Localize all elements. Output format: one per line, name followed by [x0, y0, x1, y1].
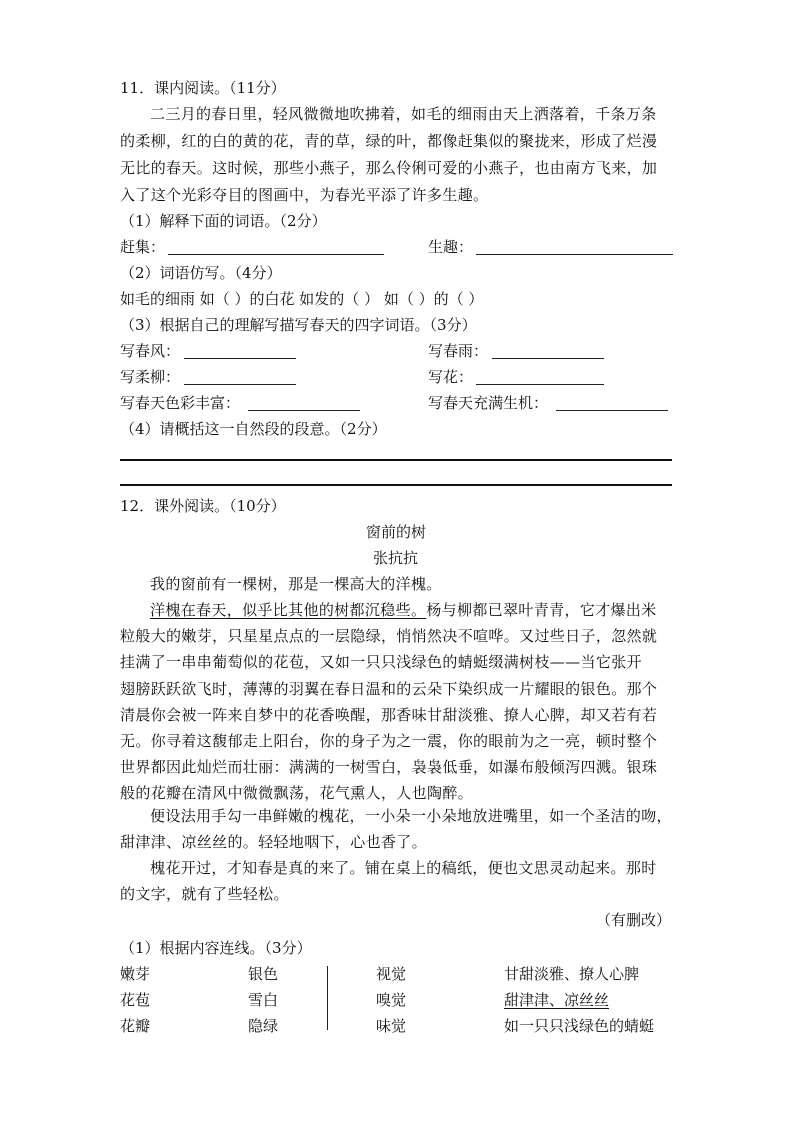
q11-sub1: （1）解释下面的词语。（2分）: [120, 212, 327, 230]
flower-blank[interactable]: [476, 368, 604, 386]
spring-rain-label: 写春雨：: [428, 342, 489, 360]
q12-title: 12．课外阅读。（10分）: [120, 497, 286, 515]
colorful-blank[interactable]: [248, 394, 360, 412]
word-ganji-blank[interactable]: [168, 238, 384, 256]
article-line: 挂满了一串串葡萄似的花苞，又如一只只浅绿色的蜻蜓缀满树枝——当它张开: [120, 653, 642, 671]
q11-sub2: （2）词语仿写。（4分）: [120, 264, 282, 282]
match-item-color[interactable]: 银色: [248, 965, 279, 983]
match-item-left[interactable]: 嫩芽: [120, 965, 151, 983]
q11-passage-line: 二三月的春日里，轻风微微地吹拂着，如毛的细雨由天上洒落着，千条万条: [150, 105, 657, 123]
article-line: 槐花开过，才知春是真的来了。铺在桌上的稿纸，便也文思灵动起来。那时: [150, 859, 657, 877]
answer-line[interactable]: [120, 484, 672, 486]
match-item-left[interactable]: 花瓣: [120, 1017, 151, 1035]
article-line: 世界都因此灿烂而壮丽：满满的一树雪白，袅袅低垂，如瀑布般倾泻四溅。银珠: [120, 758, 658, 776]
spring-wind-label: 写春风：: [120, 342, 181, 360]
vitality-blank[interactable]: [556, 394, 668, 412]
q11-sub3: （3）根据自己的理解写描写春天的四字词语。（3分）: [120, 316, 477, 334]
colorful-label: 写春天色彩丰富：: [120, 394, 241, 412]
q11-sub4: （4）请概括这一自然段的段意。（2分）: [120, 420, 387, 438]
source-note: （有删改）: [596, 911, 672, 929]
article-paragraph: 我的窗前有一棵树，那是一棵高大的洋槐。: [150, 575, 442, 593]
article-title: 窗前的树: [366, 523, 427, 541]
column-divider: [327, 966, 328, 1030]
spring-rain-blank[interactable]: [492, 342, 604, 360]
q11-title: 11．课内阅读。（11分）: [120, 79, 286, 97]
article-line: 甜津津、凉丝丝的。轻轻地咽下，心也香了。: [120, 833, 428, 851]
q11-passage-line: 无比的春天。这时候，那些小燕子，那么伶俐可爱的小燕子，也由南方飞来，加: [120, 159, 658, 177]
match-item-description[interactable]: 如一只只浅绿色的蜻蜓: [504, 1017, 655, 1035]
answer-line[interactable]: [120, 459, 672, 461]
vitality-label: 写春天充满生机：: [428, 394, 549, 412]
spring-wind-blank[interactable]: [184, 342, 296, 360]
paragraph-text: 杨与柳都已翠叶青青，它才爆出米: [426, 601, 657, 619]
match-item-sense[interactable]: 味觉: [376, 1017, 407, 1035]
willow-label: 写柔柳：: [120, 368, 181, 386]
article-line: 便设法用手勾一串鲜嫩的槐花，一小朵一小朵地放进嘴里，如一个圣洁的吻，: [150, 807, 672, 825]
article-line: 般的花瓣在清风中微微飘荡，花气熏人，人也陶醉。: [120, 784, 474, 802]
word-ganji-label: 赶集：: [120, 238, 166, 256]
match-item-color[interactable]: 隐绿: [248, 1017, 279, 1035]
article-line: 清晨你会被一阵来自梦中的花香唤醒，那香味甘甜淡雅、撩人心脾，却又若有若: [120, 706, 658, 724]
match-item-sense[interactable]: 视觉: [376, 965, 407, 983]
imitate-line: 如毛的细雨 如（ ）的白花 如发的（ ） 如（ ）的（ ）: [120, 290, 484, 308]
q12-sub1: （1）根据内容连线。（3分）: [120, 939, 312, 957]
word-shengqu-blank[interactable]: [476, 238, 673, 256]
willow-blank[interactable]: [184, 368, 296, 386]
article-line: 翅膀跃跃欲飞时，薄薄的羽翼在春日温和的云朵下染织成一片耀眼的银色。那个: [120, 680, 658, 698]
q11-passage-line: 入了这个光彩夺目的图画中，为春光平添了许多生趣。: [120, 186, 489, 204]
article-author: 张抗抗: [373, 549, 419, 567]
article-paragraph: [150, 601, 657, 619]
article-line: 的文字，就有了些轻松。: [120, 885, 289, 903]
underlined-sentence: 洋槐在春天，似乎比其他的树都沉稳些。: [150, 601, 427, 619]
match-item-left[interactable]: 花苞: [120, 991, 151, 1009]
match-item-description[interactable]: 甜津津、凉丝丝: [504, 991, 610, 1009]
match-item-description[interactable]: 甘甜淡雅、撩人心脾: [504, 965, 640, 983]
match-item-color[interactable]: 雪白: [248, 991, 279, 1009]
match-item-sense[interactable]: 嗅觉: [376, 991, 407, 1009]
article-line: 无。你寻着这馥郁走上阳台，你的身子为之一震，你的眼前为之一亮，顿时整个: [120, 732, 658, 750]
flower-label: 写花：: [428, 368, 474, 386]
article-line: 粒般大的嫩芽，只星星点点的一层隐绿，悄悄然决不喧哗。又过些日子，忽然就: [120, 627, 658, 645]
q11-passage-line: 的柔柳，红的白的黄的花，青的草，绿的叶，都像赶集似的聚拢来，形成了烂漫: [120, 132, 658, 150]
word-shengqu-label: 生趣：: [428, 238, 474, 256]
